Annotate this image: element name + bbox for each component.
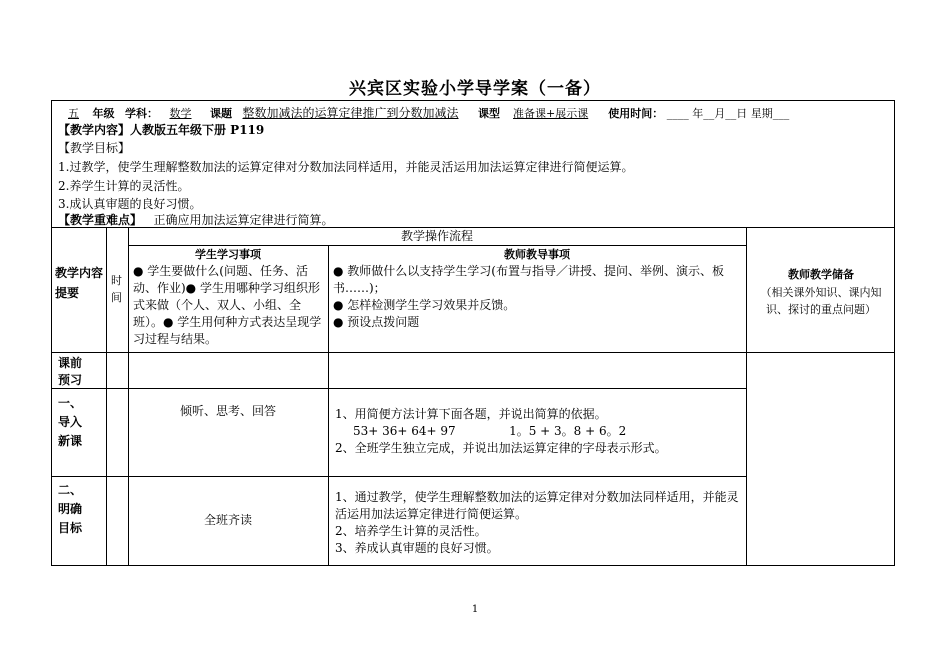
goals-teacher-activity — [335, 489, 743, 557]
goals-teacher-item: 2、培养学生计算的灵活性。 — [335, 524, 487, 538]
grid-line — [52, 476, 746, 477]
subject-label: 学科： — [125, 107, 158, 120]
key-points-text: 正确应用加法运算定律进行简算。 — [153, 213, 334, 227]
use-time-label: 使用时间： — [608, 107, 664, 120]
grid-line — [328, 245, 329, 565]
intro-teacher-item: 53+ 36+ 64+ 97 1。5 + 3。8 + 6。2 — [353, 424, 627, 438]
grid-line — [106, 227, 107, 565]
grade-label: 年级 — [92, 107, 115, 120]
process-header: 教学操作流程 — [400, 229, 473, 243]
content-summary-header: 教学内容提要 — [55, 266, 104, 300]
goal-item: 1.过教学，使学生理解整数加法的运算定律对分数加法同样适用，并能灵活运用加法运算定律进行简便运算。 — [58, 160, 634, 174]
grid-line — [52, 388, 746, 389]
teacher-matters-header: 教师教导事项 — [504, 248, 570, 261]
teacher-reserve-note: （相关课外知识、课内知识、探讨的重点问题） — [760, 286, 882, 316]
time-header: 时间 — [111, 274, 122, 304]
student-matters-header: 学生学习事项 — [195, 248, 261, 261]
lesson-value: 整数加减法的运算定律推广到分数加减法 — [242, 106, 459, 120]
teacher-reserve-header: 教师教学储备 — [788, 268, 854, 281]
key-points-row — [58, 211, 333, 228]
teaching-content: 【教学内容】人教版五年级下册 P119 — [58, 123, 265, 137]
lesson-plan-sheet — [51, 100, 895, 566]
goal-item: 2.养学生计算的灵活性。 — [58, 179, 190, 193]
intro-student-activity: 倾听、思考、回答 — [179, 404, 276, 418]
goals-student-activity: 全班齐读 — [203, 513, 252, 527]
intro-teacher-item: 2、全班学生独立完成，并说出加法运算定律的字母表示形式。 — [335, 441, 667, 455]
teacher-matters-desc — [333, 263, 741, 331]
teacher-desc-item: ● 怎样检测学生学习效果并反馈。 — [333, 298, 516, 312]
page-number: 1 — [471, 604, 479, 615]
intro-teacher-activity — [335, 406, 743, 457]
row-label-preview: 课前预习 — [58, 356, 83, 387]
use-time-value: ____ 年__月__日 星期___ — [666, 107, 790, 120]
lesson-type-value: 准备课+展示课 — [513, 107, 589, 120]
lesson-label: 课题 — [210, 107, 232, 120]
lesson-type-label: 课型 — [478, 107, 501, 120]
subject-value: 数学 — [169, 107, 192, 120]
teacher-desc-item: ● 教师做什么以支持学生学习(布置与指导／讲授、提问、举例、演示、板书……)； — [333, 264, 724, 295]
goals-teacher-item: 1、通过教学，使学生理解整数加法的运算定律对分数加法同样适用，并能灵活运用加法运算定律进行简便运算。 — [335, 490, 739, 521]
grid-line — [746, 227, 747, 565]
row-label-goals: 二、明确目标 — [58, 483, 83, 535]
page-title: 兴宾区实验小学导学案（一备） — [349, 79, 601, 99]
key-points-label: 【教学重难点】 — [58, 213, 143, 227]
intro-teacher-item: 1、用简便方法计算下面各题，并说出简算的依据。 — [335, 407, 607, 421]
lesson-info-block — [52, 101, 894, 228]
grade-value: 五 — [68, 107, 79, 120]
row-label-intro: 一、导入新课 — [58, 396, 83, 448]
student-matters-desc: ● 学生要做什么(问题、任务、活动、作业)● 学生用哪种学习组织形式来做（个人、双人、小组、全班）。● 学生用何种方式表达呈现学习过程与结果。 — [133, 264, 322, 346]
teacher-desc-item: ● 预设点拨问题 — [333, 315, 420, 329]
goals-heading: 【教学目标】 — [58, 141, 131, 155]
lesson-meta-row — [58, 104, 789, 121]
goal-item: 3.成认真审题的良好习惯。 — [58, 197, 202, 211]
goals-teacher-item: 3、养成认真审题的良好习惯。 — [335, 541, 499, 555]
grid-line — [52, 352, 894, 353]
